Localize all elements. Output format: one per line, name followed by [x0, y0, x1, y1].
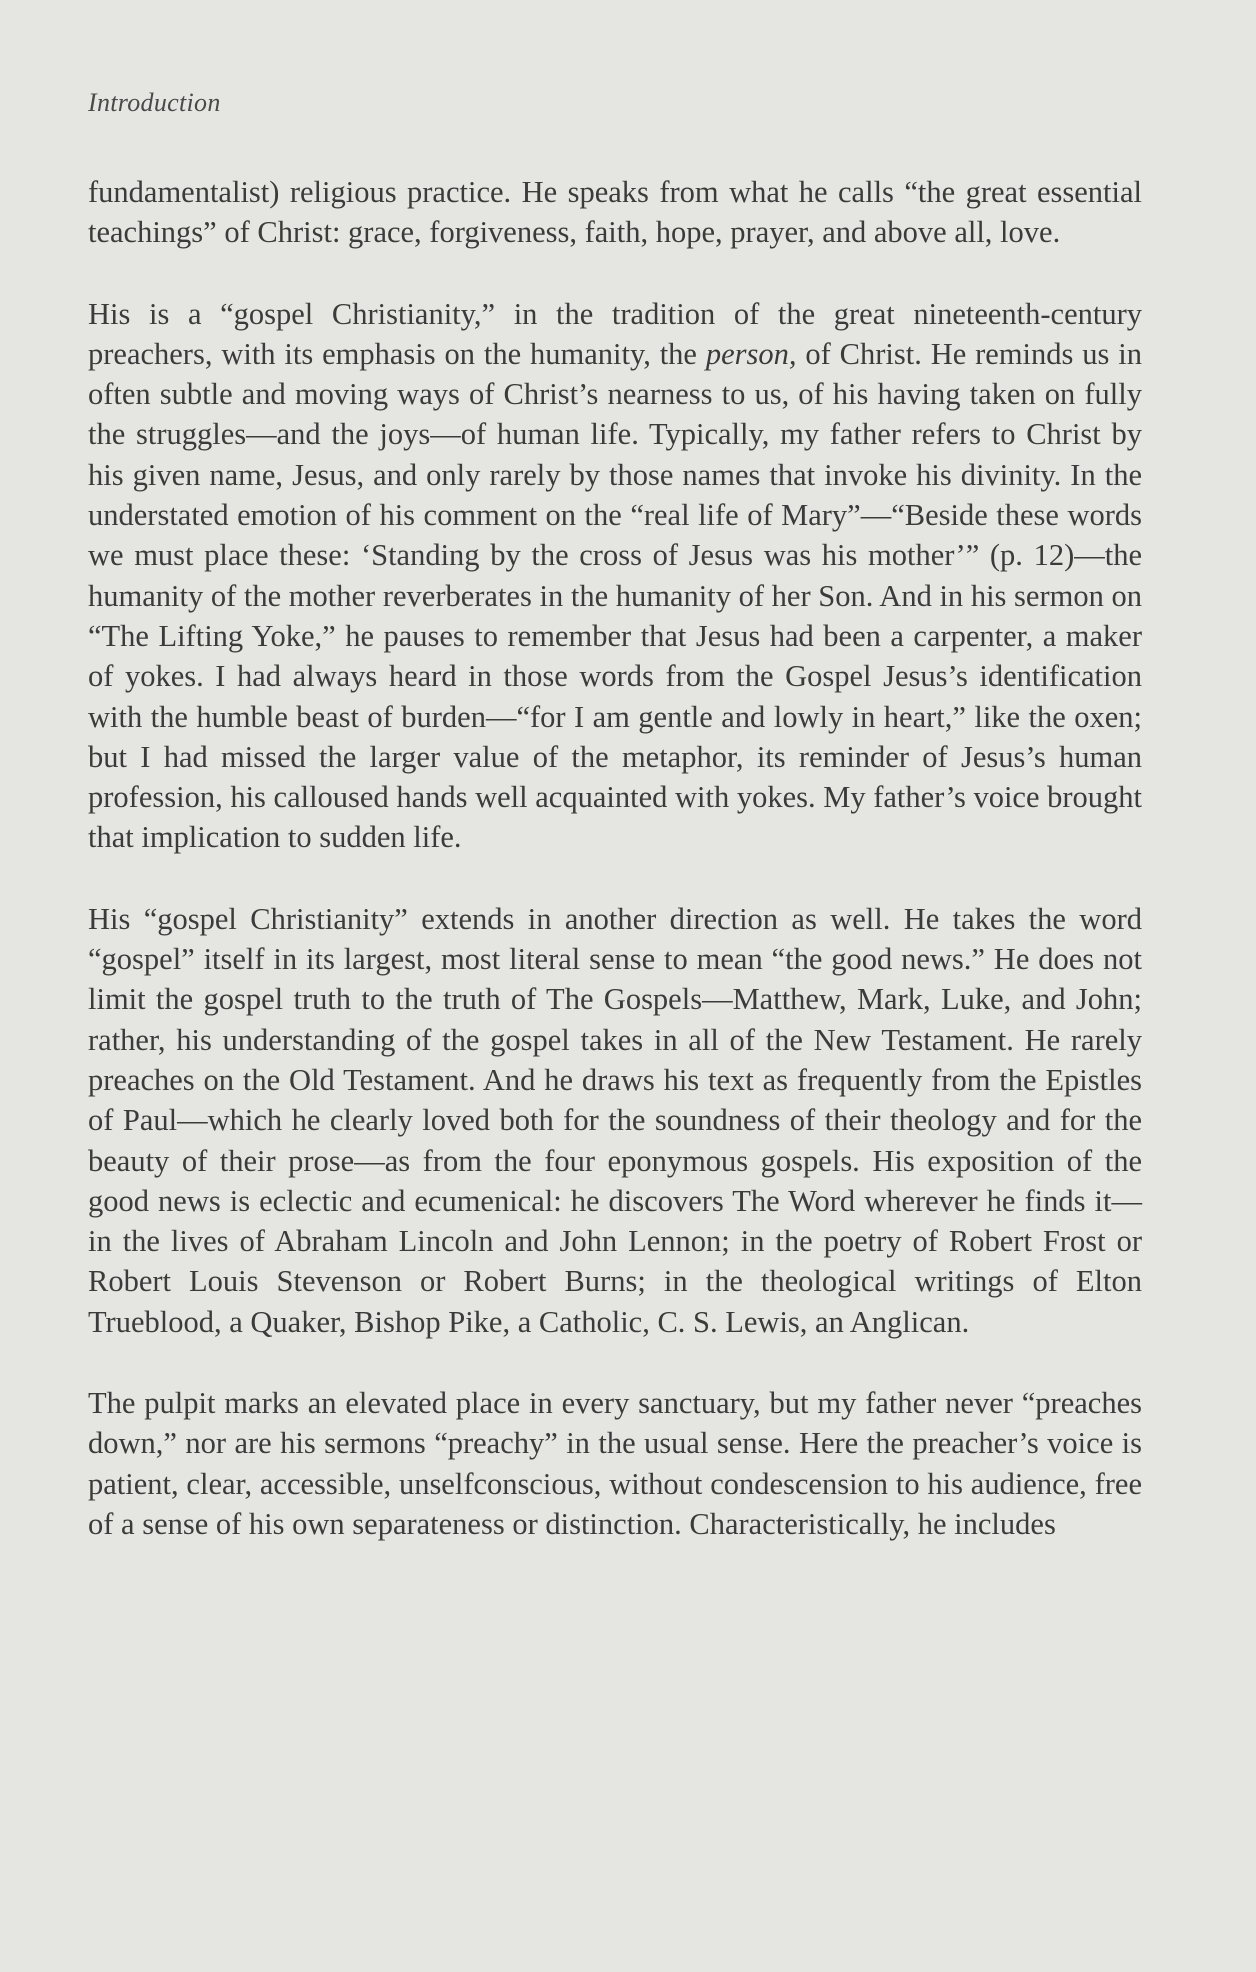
text-run: The pulpit marks an elevated place in every sanctuary, but my father never “preaches down,” nor are his sermons “preachy” in the usual sense. Here the preacher’s voice is patient, clear, accessible, unselfconscious, without condescension to his audience, free of a sense of his own separateness or distinction. Characteristically, he includes [88, 1386, 1142, 1541]
text-run: of Christ. He reminds us in often subtle and moving ways of Christ’s nearness to us, of his having taken on fully the struggles—and the joys—of human life. Typically, my father refers to Christ by his given name, Jesus, and only rarely by those names that invoke his divinity. In the understated emotion of his comment on the “real life of Mary”—“Beside these words we must place these: ‘Standing by the cross of Jesus was his mother’” (p. 12)—the humanity of the mother reverberates in the humanity of her Son. And in his sermon on “The Lifting Yoke,” he pauses to remember that Jesus had been a carpenter, a maker of yokes. I had always heard in those words from the Gospel Jesus’s identification with the humble beast of burden—“for I am gentle and lowly in heart,” like the oxen; but I had missed the larger value of the metaphor, its reminder of Jesus’s human profession, his calloused hands well acquainted with yokes. My father’s voice brought that implication to sudden life. [88, 336, 1142, 855]
text-run: fundamentalist) religious practice. He speaks from what he calls “the great essential teachings” of Christ: grace, forgiveness, faith, hope, prayer, and above all, love. [88, 175, 1142, 250]
paragraph [88, 172, 1142, 253]
paragraph [88, 294, 1142, 858]
text-run: His is a “gospel Christianity,” in the tradition of the great nineteenth-century preachers, with its emphasis on the humanity, the [88, 296, 1142, 371]
paragraph [88, 1383, 1142, 1544]
italic-text: person, [705, 336, 797, 371]
paragraph [88, 899, 1142, 1342]
text-run: His “gospel Christianity” extends in another direction as well. He takes the word “gospel” itself in its largest, most literal sense to mean “the good news.” He does not limit the gospel truth to the truth of The Gospels—Matthew, Mark, Luke, and John; rather, his understanding of the gospel takes in all of the New Testament. He rarely preaches on the Old Testament. And he draws his text as frequently from the Epistles of Paul—which he clearly loved both for the soundness of their theology and for the beauty of their prose—as from the four eponymous gospels. His exposition of the good news is eclectic and ecumenical: he discovers The Word wherever he finds it—in the lives of Abraham Lincoln and John Lennon; in the poetry of Robert Frost or Robert Louis Stevenson or Robert Burns; in the theological writings of Elton Trueblood, a Quaker, Bishop Pike, a Catholic, C. S. Lewis, an Anglican. [88, 901, 1142, 1339]
body-text [88, 172, 1142, 1544]
running-head: Introduction [88, 88, 221, 117]
